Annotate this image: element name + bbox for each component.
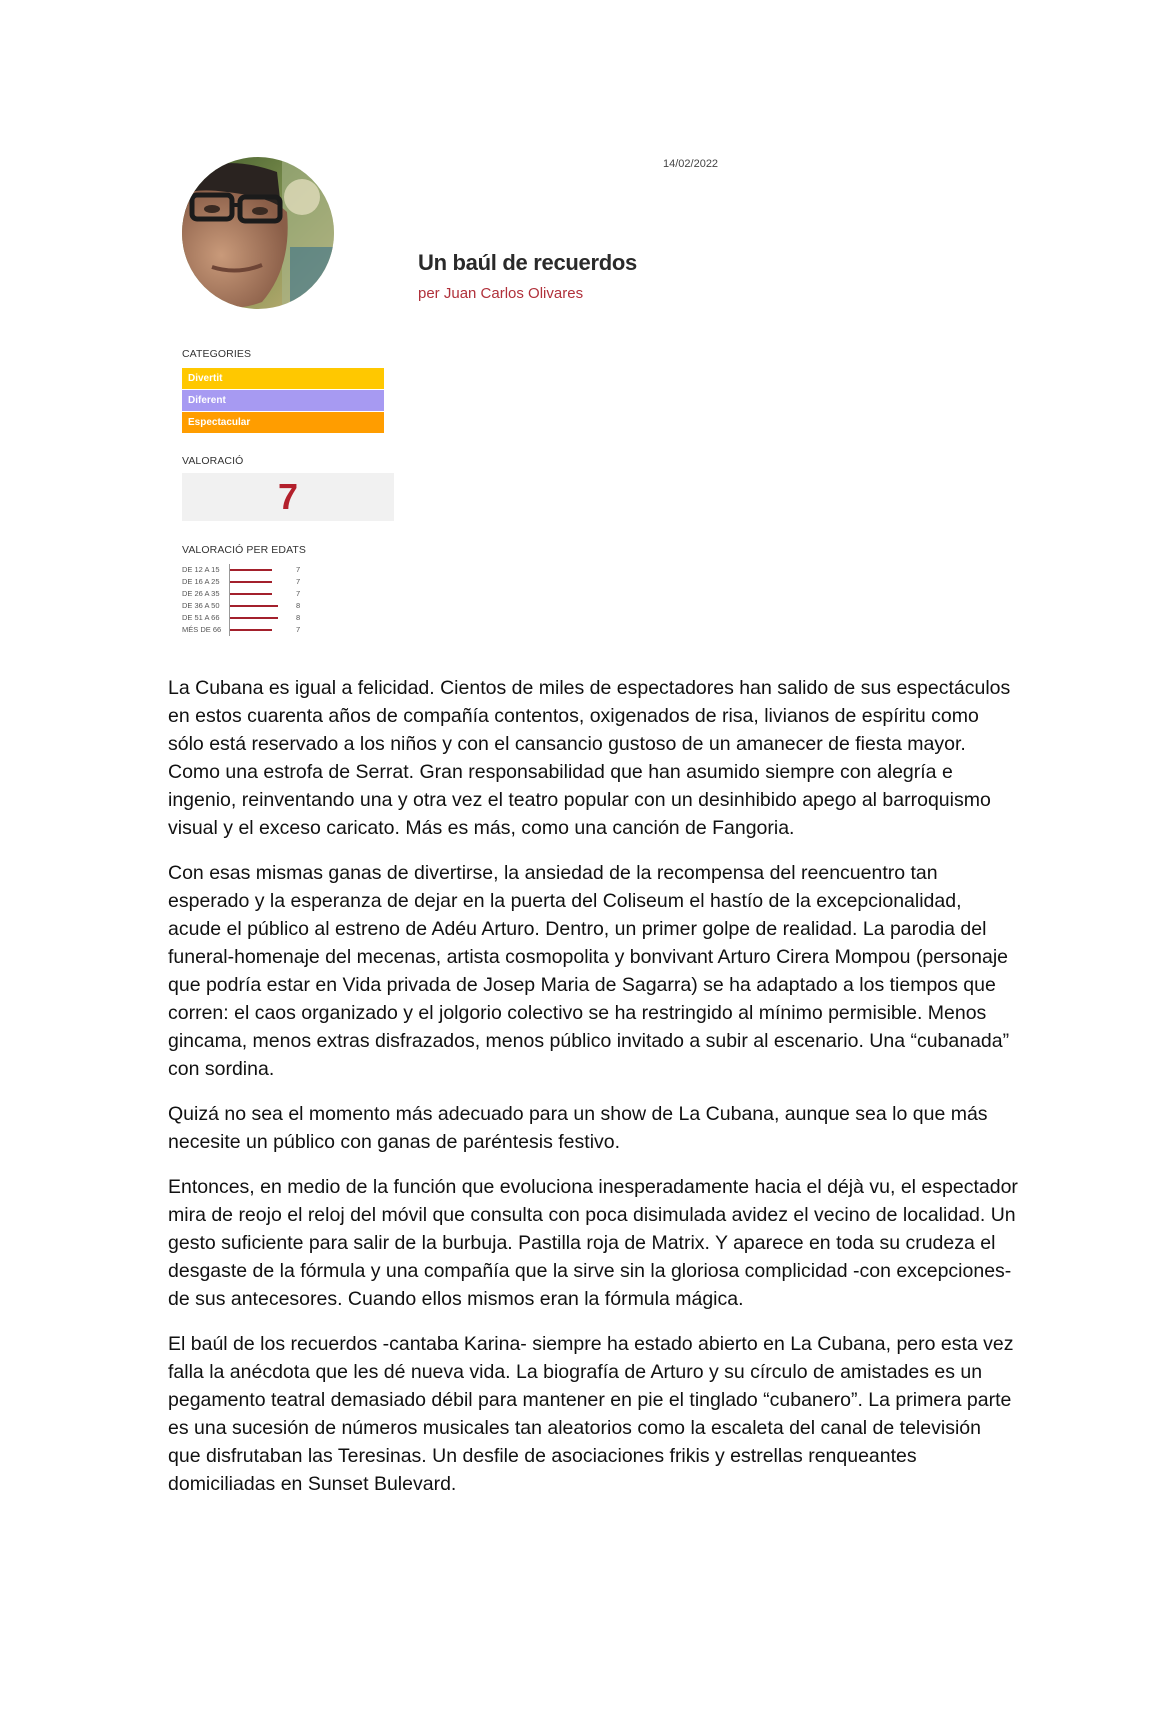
age-rating-bar (230, 581, 272, 583)
categories-list (182, 368, 384, 434)
age-rating-bar (230, 629, 272, 631)
category-tag-espectacular[interactable]: Espectacular (182, 412, 384, 433)
rating-box (182, 473, 394, 521)
age-rating-row (182, 624, 312, 636)
age-rating-range: DE 51 A 66 (182, 613, 220, 622)
rating-label: VALORACIÓ (182, 455, 244, 467)
age-rating-range: DE 16 A 25 (182, 577, 220, 586)
article-author[interactable]: per Juan Carlos Olivares (418, 285, 584, 302)
age-rating-value: 8 (296, 601, 301, 610)
age-rating-row (182, 600, 312, 612)
age-rating-row (182, 576, 312, 588)
article-paragraph: Quizá no sea el momento más adecuado para un show de La Cubana, aunque sea lo que más necesite un público con ganas de paréntesis festivo. (168, 1103, 988, 1153)
age-rating-row (182, 564, 312, 576)
author-avatar (182, 157, 334, 309)
age-rating-row (182, 588, 312, 600)
rating-value: 7 (277, 476, 299, 517)
age-rating-value: 7 (296, 625, 301, 634)
category-tag-divertit[interactable]: Divertit (182, 368, 384, 389)
article-paragraph: Con esas mismas ganas de divertirse, la ansiedad de la recompensa del reencuentro tan esperado y la esperanza de dejar en la puerta del Coliseum el hastío de la excepcionalidad, acude el público al estreno de Adéu Arturo. Dentro, un primer golpe de realidad. La parodia del funeral-homenaje del mecenas, artista cosmopolita y bonvivant Arturo Cirera Mompou (personaje que podría estar en Vida privada de Josep Maria de Sagarra) se ha adaptado a los tiempos que corren: el caos organizado y el jolgorio colectivo se ha restringido al mínimo permisible. Menos gincama, menos extras disfrazados, menos público invitado a subir al escenario. Una “cubanada” con sordina. (168, 862, 1010, 1080)
age-rating-range: DE 12 A 15 (182, 565, 220, 574)
age-rating-range: DE 36 A 50 (182, 601, 220, 610)
age-rating-bar (230, 605, 278, 607)
article-paragraph: Entonces, en medio de la función que evoluciona inesperadamente hacia el déjà vu, el espectador mira de reojo el reloj del móvil que consulta con poca disimulada avidez el vecino de localidad. Un gesto suficiente para salir de la burbuja. Pastilla roja de Matrix. Y aparece en toda su crudeza el desgaste de la fórmula y una compañía que la sirve sin la gloriosa complicidad -con excepciones- de sus antecesores. Cuando ellos mismos eran la fórmula mágica. (168, 1176, 1018, 1310)
categories-label: CATEGORIES (182, 348, 252, 360)
age-rating-label: VALORACIÓ PER EDATS (182, 544, 307, 556)
age-rating-value: 7 (296, 565, 301, 574)
age-rating-value: 7 (296, 577, 301, 586)
article-paragraph: La Cubana es igual a felicidad. Cientos de miles de espectadores han salido de sus espectáculos en estos cuarenta años de compañía contentos, oxigenados de risa, livianos de espíritu como sólo está reservado a los niños y con el cansancio gustoso de un amanecer de fiesta mayor. Como una estrofa de Serrat. Gran responsabilidad que han asumido siempre con alegría e ingenio, reinventando una y otra vez el teatro popular con un desinhibido apego al barroquismo visual y el exceso caricato. Más es más, como una canción de Fangoria. (168, 677, 1011, 839)
age-rating-bar (230, 569, 272, 571)
category-tag-diferent[interactable]: Diferent (182, 390, 384, 411)
age-rating-range: MÉS DE 66 (182, 625, 222, 634)
publication-date: 14/02/2022 (663, 158, 719, 170)
age-rating-value: 8 (296, 613, 301, 622)
article-title: Un baúl de recuerdos (418, 250, 637, 275)
article-body (168, 674, 1018, 1515)
age-rating-bar (230, 593, 272, 595)
article-paragraph: El baúl de los recuerdos -cantaba Karina- siempre ha estado abierto en La Cubana, pero esta vez falla la anécdota que les dé nueva vida. La biografía de Arturo y su círculo de amistades es un pegamento teatral demasiado débil para mantener en pie el tinglado “cubanero”. La primera parte es una sucesión de números musicales tan aleatorios como la escaleta del canal de televisión que disfrutaban las Teresinas. Un desfile de asociaciones frikis y estrellas renqueantes domiciliadas en Sunset Bulevard. (168, 1333, 1014, 1495)
age-ratings-chart (182, 564, 312, 636)
age-rating-bar (230, 617, 278, 619)
age-rating-value: 7 (296, 589, 301, 598)
age-rating-range: DE 26 A 35 (182, 589, 220, 598)
age-rating-row (182, 612, 312, 624)
